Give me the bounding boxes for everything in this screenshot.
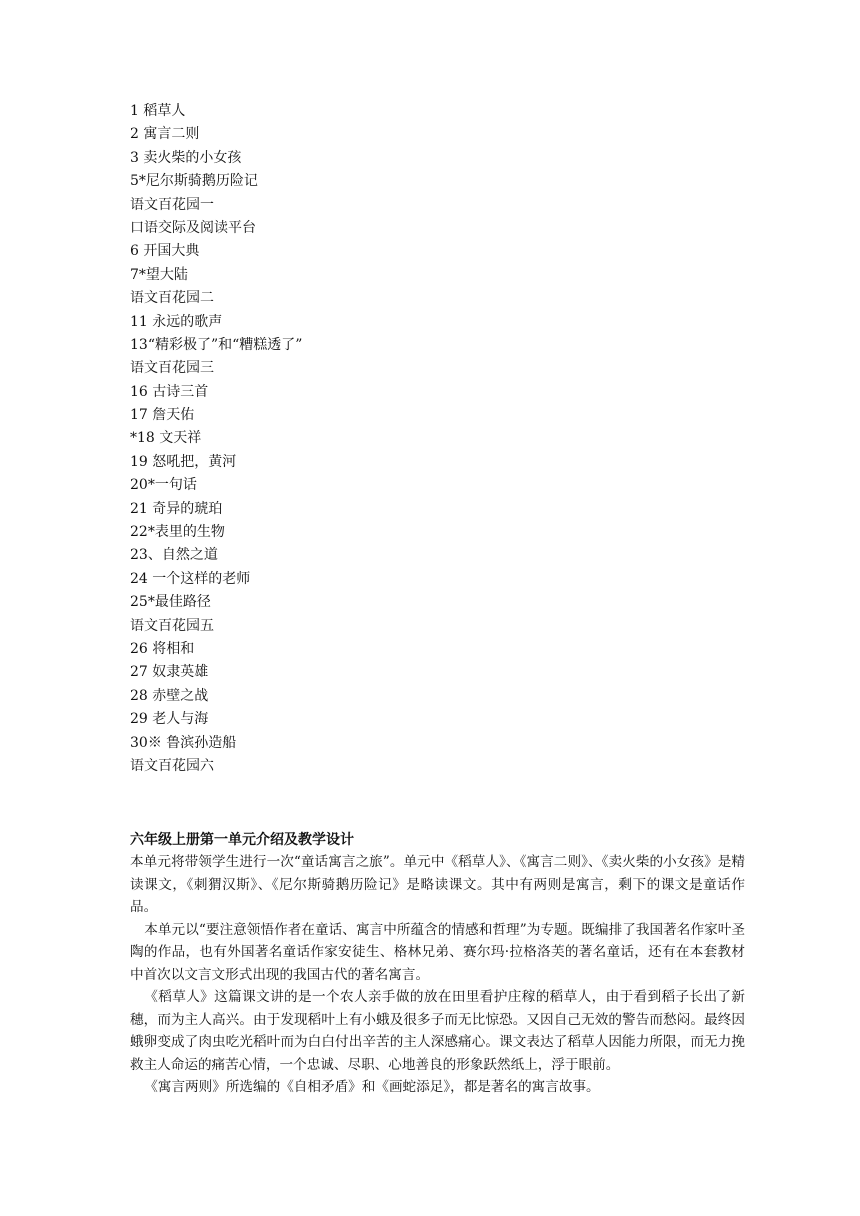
body-paragraph: 本单元以“要注意领悟作者在童话、寓言中所蕴含的情感和哲理”为专题。既编排了我国著名作家叶圣陶的作品，也有外国著名童话作家安徒生、格林兄弟、赛尔玛·拉格洛芙的著名童话，还有在本套教材中首次以文言文形式出现的我国古代的著名寓言。	[130, 921, 745, 983]
toc-item: 5*尼尔斯骑鹅历险记	[130, 173, 258, 190]
toc-item: 3 卖火柴的小女孩	[130, 149, 242, 166]
toc-item: 26 将相和	[130, 640, 195, 657]
toc-item: 28 赤壁之战	[130, 687, 209, 704]
toc-item: 23、自然之道	[130, 547, 218, 564]
toc-item: 语文百花园三	[130, 360, 214, 377]
toc-item: 6 开国大典	[130, 243, 200, 260]
toc-item: 16 古诗三首	[130, 383, 209, 400]
toc-item: 语文百花园二	[130, 290, 214, 307]
toc-item: *18 文天祥	[130, 430, 202, 447]
unit-introduction	[130, 829, 745, 1099]
toc-item: 19 怒吼把，黄河	[130, 453, 237, 470]
toc-item: 口语交际及阅读平台	[130, 219, 256, 236]
toc-item: 24 一个这样的老师	[130, 570, 251, 587]
toc-item: 7*望大陆	[130, 266, 188, 283]
toc-item: 语文百花园一	[130, 196, 214, 213]
toc-item: 13“精彩极了”和“糟糕透了”	[130, 336, 303, 353]
toc-item: 30※ 鲁滨孙造船	[130, 734, 237, 751]
toc-item: 25*最佳路径	[130, 594, 211, 611]
toc-item: 17 詹天佑	[130, 407, 195, 424]
toc-item: 11 永远的歌声	[130, 313, 223, 330]
toc-item: 27 奴隶英雄	[130, 664, 209, 681]
toc-item: 20*一句话	[130, 477, 197, 494]
toc-item: 2 寓言二则	[130, 126, 200, 143]
body-paragraph: 《寓言两则》所选编的《自相矛盾》和《画蛇添足》，都是著名的寓言故事。	[144, 1079, 600, 1095]
section-heading: 六年级上册第一单元介绍及教学设计	[130, 832, 354, 848]
toc-item: 21 奇异的琥珀	[130, 500, 223, 517]
toc-item: 22*表里的生物	[130, 524, 225, 541]
toc-item: 语文百花园五	[130, 617, 214, 634]
body-paragraph: 本单元将带领学生进行一次“童话寓言之旅”。单元中《稻草人》、《寓言二则》、《卖火柴的小女孩》是精读课文，《刺猬汉斯》、《尼尔斯骑鹅历险记》是略读课文。其中有两则是寓言，剩下的课文是童话作品。	[130, 854, 745, 915]
toc-item: 1 稻草人	[130, 103, 186, 119]
table-of-contents	[130, 100, 730, 778]
toc-item: 29 老人与海	[130, 711, 209, 728]
toc-item: 语文百花园六	[130, 757, 214, 774]
body-paragraph: 《稻草人》这篇课文讲的是一个农人亲手做的放在田里看护庄稼的稻草人，由于看到稻子长出了新穗，而为主人高兴。由于发现稻叶上有小蛾及很多子而无比惊恐。又因自己无效的警告而愁闷。最终因蛾卵变成了肉虫吃光稻叶而为白白付出辛苦的主人深感痛心。课文表达了稻草人因能力所限，而无力挽救主人命运的痛苦心情，一个忠诚、尽职、心地善良的形象跃然纸上，浮于眼前。	[130, 989, 745, 1073]
